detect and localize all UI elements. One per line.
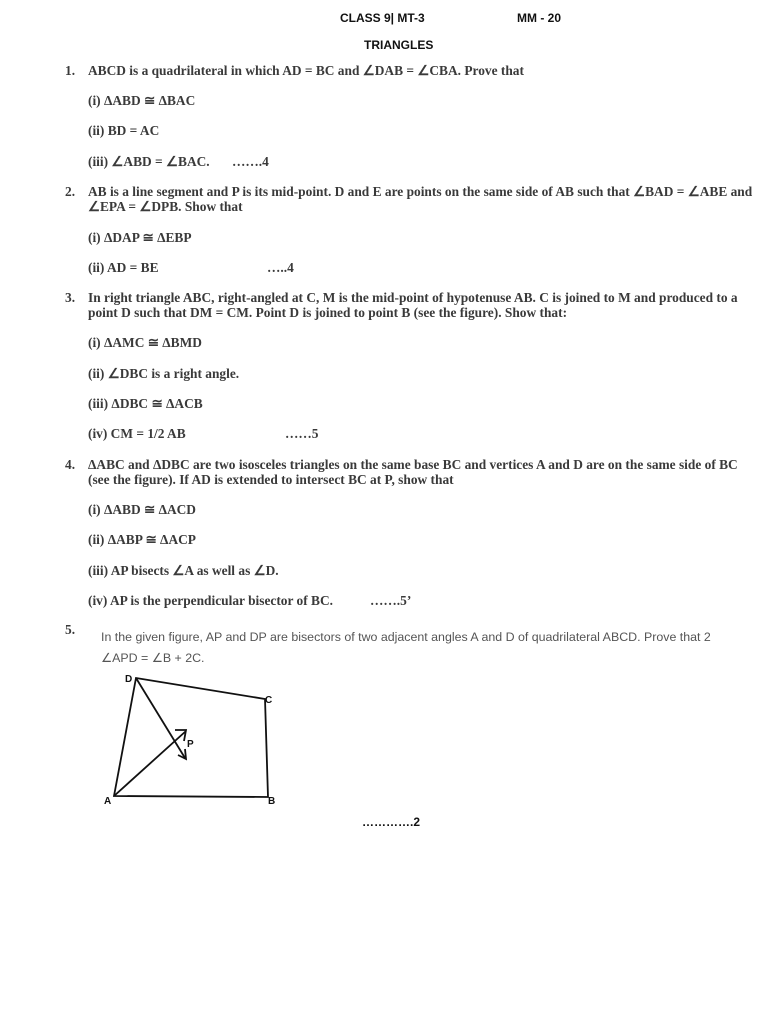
question-part: (iii) ∠ABD = ∠BAC.	[88, 154, 210, 169]
marks: …..4	[267, 260, 294, 275]
question-part: (ii) AD = BE	[88, 260, 159, 275]
question-part-row	[88, 260, 294, 276]
max-marks: MM - 20	[517, 11, 562, 25]
question-part: (i) ΔAMC ≅ ΔBMD	[88, 335, 202, 350]
question-part-row	[88, 593, 412, 609]
vertex-label-p: P	[187, 739, 194, 750]
question-part: (i) ΔDAP ≅ ΔEBP	[88, 230, 192, 245]
question-part: (i) ΔABD ≅ ΔBAC	[88, 93, 196, 108]
question-part: (ii) ∠DBC is a right angle.	[88, 366, 240, 381]
question-part: (ii) BD = AC	[88, 123, 160, 138]
vertex-label-a: A	[104, 796, 112, 807]
question-text: ΔABC and ΔDBC are two isosceles triangles on the same base BC and vertices A and D are on the same side of BC (see the figure). If AD is extended to intersect BC at P, show that	[88, 457, 738, 487]
quadrilateral-figure	[90, 668, 290, 813]
vertex-label-c: C	[265, 695, 273, 706]
question-text: In the given figure, AP and DP are bisectors of two adjacent angles A and D of quadrilateral ABCD. Prove that 2 ∠APD = ∠B + 2C.	[101, 630, 711, 665]
question-part-row	[88, 426, 319, 442]
question-part: (iv) AP is the perpendicular bisector of BC.	[88, 593, 333, 608]
question-text: In right triangle ABC, right-angled at C, M is the mid-point of hypotenuse AB. C is joined to M and produced to a point D such that DM = CM. Point D is joined to point B (see the figure). Show that:	[88, 290, 738, 320]
marks: …….5’	[370, 593, 412, 608]
question-part: (iii) ΔDBC ≅ ΔACB	[88, 396, 203, 411]
question-number: 1.	[65, 63, 76, 78]
marks: ………….2	[362, 815, 421, 829]
marks: ……5	[285, 426, 319, 441]
vertex-label-b: B	[268, 796, 276, 807]
question-number: 4.	[65, 457, 76, 472]
marks: …….4	[232, 154, 269, 169]
question-text: ABCD is a quadrilateral in which AD = BC and ∠DAB = ∠CBA. Prove that	[88, 63, 524, 78]
bisector-dp	[136, 678, 185, 758]
vertex-label-d: D	[125, 674, 133, 685]
class-test-title: CLASS 9| MT-3	[340, 11, 425, 25]
question-part: (iii) AP bisects ∠A as well as ∠D.	[88, 563, 279, 578]
question-part: (i) ΔABD ≅ ΔACD	[88, 502, 196, 517]
question-number: 3.	[65, 290, 76, 305]
question-number: 5.	[65, 622, 76, 637]
question-part-row	[88, 154, 269, 170]
question-number: 2.	[65, 184, 76, 199]
topic-title: TRIANGLES	[364, 38, 434, 52]
question-text: AB is a line segment and P is its mid-point. D and E are points on the same side of AB such that ∠BAD = ∠ABE and ∠EPA = ∠DPB. Show that	[88, 184, 753, 214]
quadrilateral-abcd	[114, 678, 268, 797]
question-part: (iv) CM = 1/2 AB	[88, 426, 186, 441]
question-part: (ii) ΔABP ≅ ΔACP	[88, 532, 196, 547]
